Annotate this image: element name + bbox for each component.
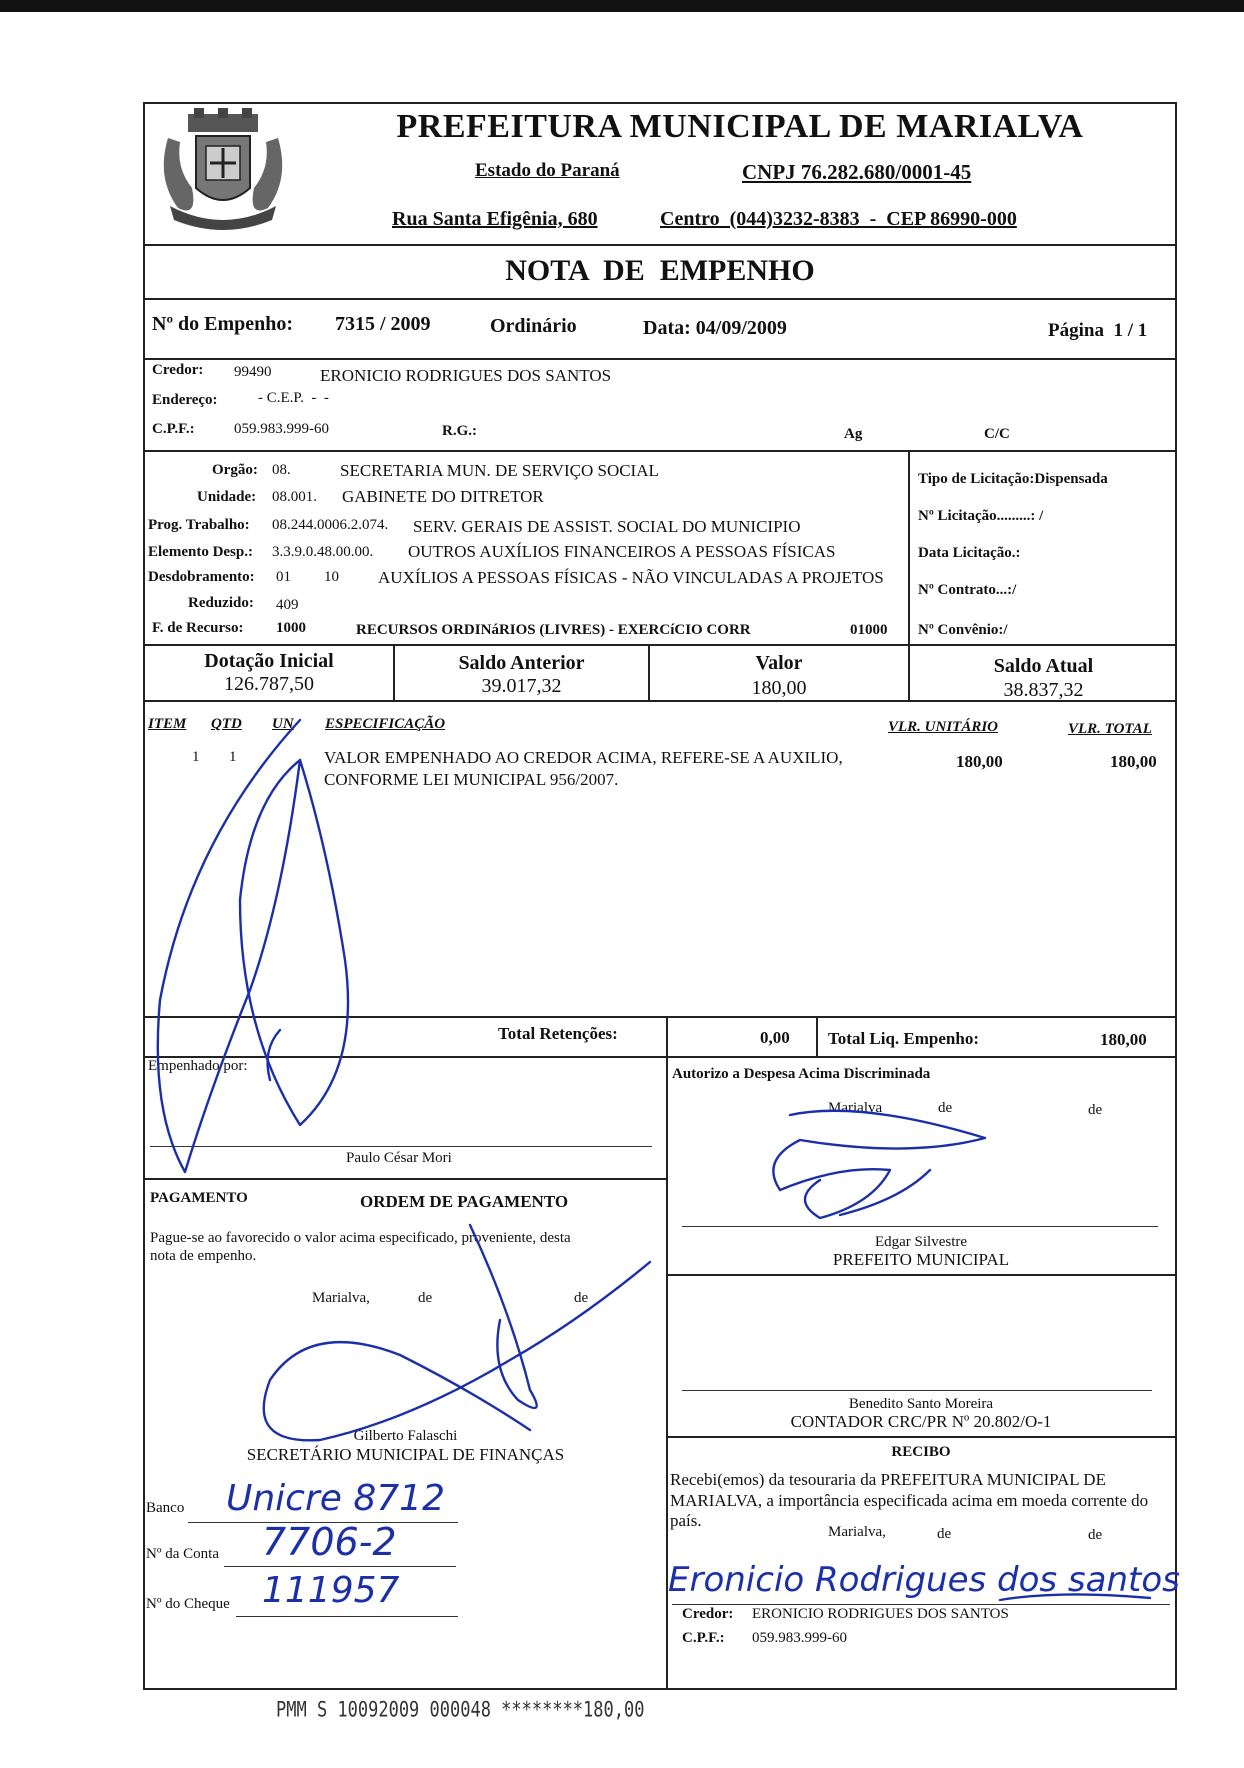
banco-value: Unicre 8712: [226, 1478, 445, 1519]
prefeito-signature: [773, 1111, 985, 1218]
prefeito-role: PREFEITO MUNICIPAL: [832, 1250, 1010, 1269]
empenho-number-label: Nº do Empenho:: [152, 313, 294, 335]
credor-cpf: 059.983.999-60: [234, 421, 329, 437]
credor-label: Credor:: [152, 362, 204, 378]
recibo-title: RECIBO: [891, 1444, 951, 1460]
pagamento-label: PAGAMENTO: [150, 1190, 248, 1206]
retencoes-label: Total Retenções:: [498, 1024, 618, 1043]
credor-code: 99490: [234, 364, 272, 380]
recurso-label: F. de Recurso:: [152, 620, 244, 636]
unidade-label: Unidade:: [197, 489, 257, 505]
dotacao-value: 126.787,50: [224, 673, 314, 695]
secretario-name: Gilberto Falaschi: [353, 1428, 458, 1444]
total-liq-label: Total Liq. Empenho:: [828, 1029, 979, 1048]
data-licitacao: Data Licitação.:: [918, 545, 1021, 561]
recibo-signature: Eronicio Rodrigues dos santos: [668, 1560, 1180, 1600]
cheque-label: Nº do Cheque: [146, 1596, 230, 1612]
num-convenio: Nº Convênio:/: [918, 622, 1008, 638]
recurso-name: RECURSOS ORDINáRIOS (LIVRES) - EXERCíCIO CORR: [356, 622, 751, 638]
empenhado-label: Empenhado por:: [148, 1058, 248, 1074]
desdob-b: 10: [324, 569, 339, 585]
recibo-de1: de: [937, 1526, 952, 1542]
desdob-label: Desdobramento:: [148, 569, 255, 585]
autorizo-label: Autorizo a Despesa Acima Discriminada: [672, 1066, 931, 1082]
pagamento-city: Marialva,: [312, 1290, 370, 1306]
contador-name: Benedito Santo Moreira: [848, 1396, 994, 1412]
district-phone-cep: Centro (044)3232-8383 - CEP 86990-000: [660, 208, 1017, 230]
retencoes-value: 0,00: [760, 1028, 790, 1047]
contador-role: CONTADOR CRC/PR Nº 20.802/O-1: [790, 1412, 1052, 1431]
conta-value: 7706-2: [262, 1520, 397, 1564]
empenho-date: Data: 04/09/2009: [643, 317, 787, 339]
autorizo-de2: de: [1088, 1102, 1103, 1118]
col-item: ITEM: [148, 716, 187, 732]
conta-label: Nº da Conta: [146, 1546, 219, 1562]
col-unit: VLR. UNITÁRIO: [888, 719, 999, 735]
elemento-code: 3.3.9.0.48.00.00.: [272, 544, 374, 560]
saldo-atual-label: Saldo Atual: [993, 655, 1094, 677]
recibo-credor-name: ERONICIO RODRIGUES DOS SANTOS: [752, 1606, 1009, 1622]
saldo-anterior-label: Saldo Anterior: [458, 652, 585, 674]
prog-code: 08.244.0006.2.074.: [272, 517, 389, 533]
rg-label: R.G.:: [442, 423, 477, 439]
cheque-value: 111957: [262, 1570, 400, 1611]
document-title: NOTA DE EMPENHO: [505, 254, 815, 287]
row-item: 1: [192, 749, 200, 765]
unidade-name: GABINETE DO DITRETOR: [342, 487, 544, 506]
col-total: VLR. TOTAL: [1068, 721, 1152, 737]
saldo-atual-value: 38.837,32: [1003, 679, 1084, 701]
cpf-label: C.P.F.:: [152, 421, 195, 437]
reduzido-label: Reduzido:: [188, 595, 254, 611]
cnpj-label: CNPJ 76.282.680/0001-45: [742, 160, 972, 184]
prefeito-name: Edgar Silvestre: [874, 1234, 968, 1250]
orgao-name: SECRETARIA MUN. DE SERVIÇO SOCIAL: [340, 461, 659, 480]
secretario-signature: [264, 1225, 650, 1440]
recibo-text-line1: Recebi(emos) da tesouraria da PREFEITURA MUNICIPAL DE: [670, 1470, 1106, 1489]
col-spec: ESPECIFICAÇÃO: [325, 716, 446, 732]
autorizo-city: Marialva: [828, 1100, 883, 1116]
row-unit: 180,00: [956, 752, 1003, 771]
autorizo-de1: de: [938, 1100, 953, 1116]
unidade-code: 08.001.: [272, 489, 317, 505]
recibo-de2: de: [1088, 1527, 1103, 1543]
dotacao-label: Dotação Inicial: [204, 650, 334, 672]
mechanical-stamp: PMM S 10092009 000048 ********180,00: [276, 1697, 645, 1723]
recibo-text-line2: MARIALVA, a importância especificada acima em moeda corrente do: [670, 1491, 1149, 1510]
valor-label: Valor: [755, 652, 803, 674]
desdob-a: 01: [276, 569, 291, 585]
address-field-label: Endereço:: [152, 392, 218, 408]
credor-address: - C.E.P. - -: [258, 390, 329, 406]
recibo-text-line3: país.: [670, 1511, 702, 1530]
num-licitacao: Nº Licitação.........: /: [918, 508, 1044, 524]
total-liq-value: 180,00: [1100, 1030, 1147, 1049]
elemento-label: Elemento Desp.:: [148, 544, 253, 560]
credor-name: ERONICIO RODRIGUES DOS SANTOS: [320, 366, 612, 385]
pagamento-text-line1: Pague-se ao favorecido o valor acima especificado, proveniente, desta: [150, 1230, 571, 1246]
orgao-code: 08.: [272, 462, 291, 478]
prog-name: SERV. GERAIS DE ASSIST. SOCIAL DO MUNICIPIO: [413, 517, 801, 536]
municipality-title: PREFEITURA MUNICIPAL DE MARIALVA: [396, 108, 1084, 145]
orgao-label: Orgão:: [212, 462, 258, 478]
tipo-licitacao: Tipo de Licitação:Dispensada: [918, 471, 1108, 487]
empenhado-name: Paulo César Mori: [346, 1150, 452, 1166]
empenho-type: Ordinário: [490, 315, 577, 337]
col-un: UN: [272, 716, 294, 732]
secretario-role: SECRETÁRIO MUNICIPAL DE FINANÇAS: [246, 1445, 565, 1464]
valor-value: 180,00: [751, 677, 807, 699]
empenhado-signature: [158, 720, 348, 1172]
recibo-cpf: 059.983.999-60: [752, 1630, 847, 1646]
banco-label: Banco: [146, 1500, 185, 1516]
recurso-code: 1000: [276, 620, 306, 636]
row-qtd: 1: [229, 749, 237, 765]
saldo-anterior-value: 39.017,32: [481, 675, 562, 697]
row-spec-line2: CONFORME LEI MUNICIPAL 956/2007.: [324, 770, 619, 789]
ordem-pagamento-label: ORDEM DE PAGAMENTO: [360, 1192, 569, 1211]
cc-label: C/C: [984, 426, 1010, 442]
pagamento-de1: de: [418, 1290, 433, 1306]
pagamento-text-line2: nota de empenho.: [150, 1248, 257, 1264]
empenho-number: 7315 / 2009: [335, 313, 431, 335]
prog-label: Prog. Trabalho:: [148, 517, 250, 533]
page-number: Página 1 / 1: [1048, 320, 1148, 341]
elemento-name: OUTROS AUXÍLIOS FINANCEIROS A PESSOAS FÍSICAS: [408, 542, 836, 561]
recibo-city: Marialva,: [828, 1524, 886, 1540]
reduzido-value: 409: [276, 597, 299, 613]
recibo-signature-underline: [1000, 1594, 1150, 1600]
address-label: Rua Santa Efigênia, 680: [392, 208, 598, 230]
col-qtd: QTD: [211, 716, 242, 732]
state-label: Estado do Paraná: [475, 160, 620, 181]
recurso-suffix: 01000: [850, 622, 888, 638]
row-spec-line1: VALOR EMPENHADO AO CREDOR ACIMA, REFERE-SE A AUXILIO,: [324, 748, 843, 767]
row-total: 180,00: [1110, 752, 1157, 771]
pagamento-de2: de: [574, 1290, 589, 1306]
recibo-credor-label: Credor:: [682, 1606, 734, 1622]
ag-label: Ag: [844, 426, 863, 442]
recibo-cpf-label: C.P.F.:: [682, 1630, 725, 1646]
desdob-name: AUXÍLIOS A PESSOAS FÍSICAS - NÃO VINCULADAS A PROJETOS: [378, 568, 884, 587]
num-contrato: Nº Contrato...:/: [918, 582, 1017, 598]
